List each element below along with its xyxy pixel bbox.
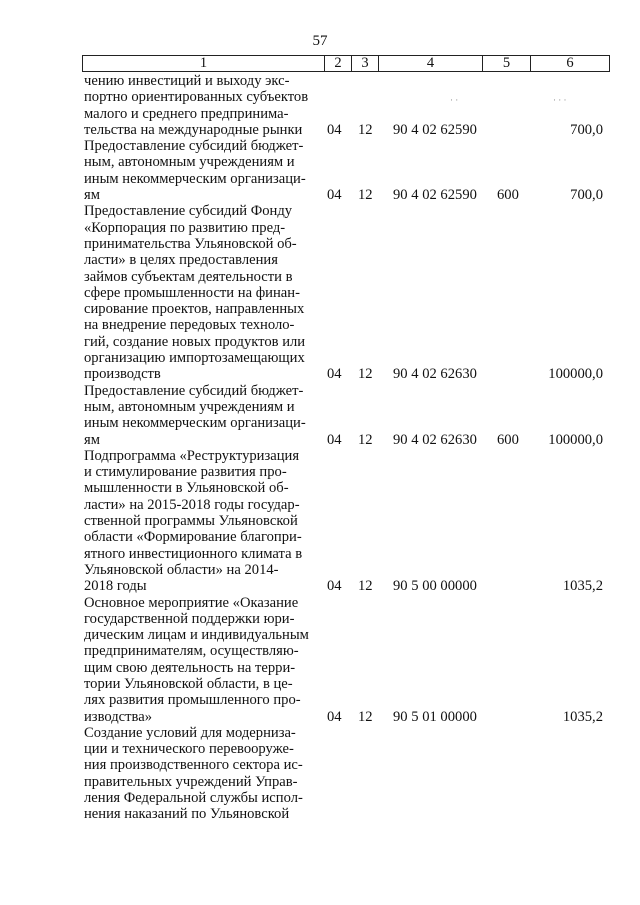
- column-header-4: 4: [379, 56, 483, 72]
- amount: 1035,2: [562, 578, 603, 595]
- target-article-code: 90 4 02 62630: [393, 366, 477, 383]
- table-row: [0, 73, 640, 138]
- scan-speck: · · ·: [553, 95, 567, 105]
- row-description: Предоставление субсидий Фонду «Корпорация по развитию пред- принимательства Ульяновской об- ласти» в целях предоставления займов субъектам деятельности в сфере промышленности на финан- сирование проектов, направленных на внедрение передовых техноло- гий, создание новых продуктов или организацию импортозамещающих производств: [84, 203, 306, 383]
- row-description: Предоставление субсидий бюджет- ным, автономным учреждениям и иным некоммерческим организаци- ям: [84, 138, 306, 204]
- table-row: [0, 595, 640, 725]
- page-number: 57: [312, 33, 328, 49]
- column-header-2: 2: [325, 56, 352, 72]
- row-description: Основное мероприятие «Оказание государственной поддержки юри- дическим лицам и индивидуальным предпринимателям, осуществляю- щим свою деятельность на терри- тории Ульяновской области, в це- лях развития промышленного про- изводства»: [84, 594, 309, 725]
- section-code: 04: [327, 366, 342, 383]
- row-description: Подпрограмма «Реструктуризация и стимулирование развития про- мышленности в Ульяновской об- ласти» на 2015-2018 годы государ- ственной программы Ульяновской области «Формирование благопри- ятного инвестиционного климата в Ульяновской области» на 2014- 2018 годы: [84, 447, 303, 595]
- section-code: 04: [327, 121, 342, 138]
- subsection-code: 12: [358, 121, 373, 138]
- subsection-code: 12: [358, 708, 373, 725]
- budget-table-body: [0, 73, 640, 823]
- column-header-5: 5: [483, 56, 531, 72]
- subsection-code: 12: [358, 366, 373, 383]
- target-article-code: 90 5 01 00000: [393, 708, 477, 725]
- section-code: 04: [327, 187, 342, 204]
- amount: 700,0: [570, 121, 603, 138]
- table-row: [0, 203, 640, 382]
- amount: 1035,2: [562, 708, 603, 725]
- section-code: 04: [327, 708, 342, 725]
- table-row: [0, 138, 640, 203]
- row-description: чению инвестиций и выходу экс- портно ориентированных субъектов малого и среднего предпринима- тельства на международные рынки: [84, 73, 309, 138]
- target-article-code: 90 4 02 62630: [393, 431, 477, 448]
- column-header-1: 1: [83, 56, 325, 72]
- scan-speck: · ·: [450, 95, 459, 105]
- row-description: Предоставление субсидий бюджет- ным, автономным учреждениям и иным некоммерческим организаци- ям: [84, 382, 306, 448]
- amount: 100000,0: [548, 431, 603, 448]
- subsection-code: 12: [358, 187, 373, 204]
- amount: 700,0: [570, 187, 603, 204]
- subsection-code: 12: [358, 578, 373, 595]
- row-description: Создание условий для модерниза- ции и технического перевооруже- ния производственного сектора ис- правительных учреждений Управ- ления Федеральной службы испол- нения наказаний по Ульяновской: [84, 724, 303, 823]
- table-row: [0, 448, 640, 595]
- table-row: [0, 383, 640, 448]
- column-header-3: 3: [352, 56, 379, 72]
- expense-type-code: 600: [497, 431, 519, 448]
- subsection-code: 12: [358, 431, 373, 448]
- target-article-code: 90 4 02 62590: [393, 187, 477, 204]
- expense-type-code: 600: [497, 187, 519, 204]
- column-header-table: [82, 55, 610, 72]
- amount: 100000,0: [548, 366, 603, 383]
- column-header-6: 6: [531, 56, 610, 72]
- section-code: 04: [327, 431, 342, 448]
- target-article-code: 90 5 00 00000: [393, 578, 477, 595]
- section-code: 04: [327, 578, 342, 595]
- target-article-code: 90 4 02 62590: [393, 121, 477, 138]
- table-row: [0, 725, 640, 823]
